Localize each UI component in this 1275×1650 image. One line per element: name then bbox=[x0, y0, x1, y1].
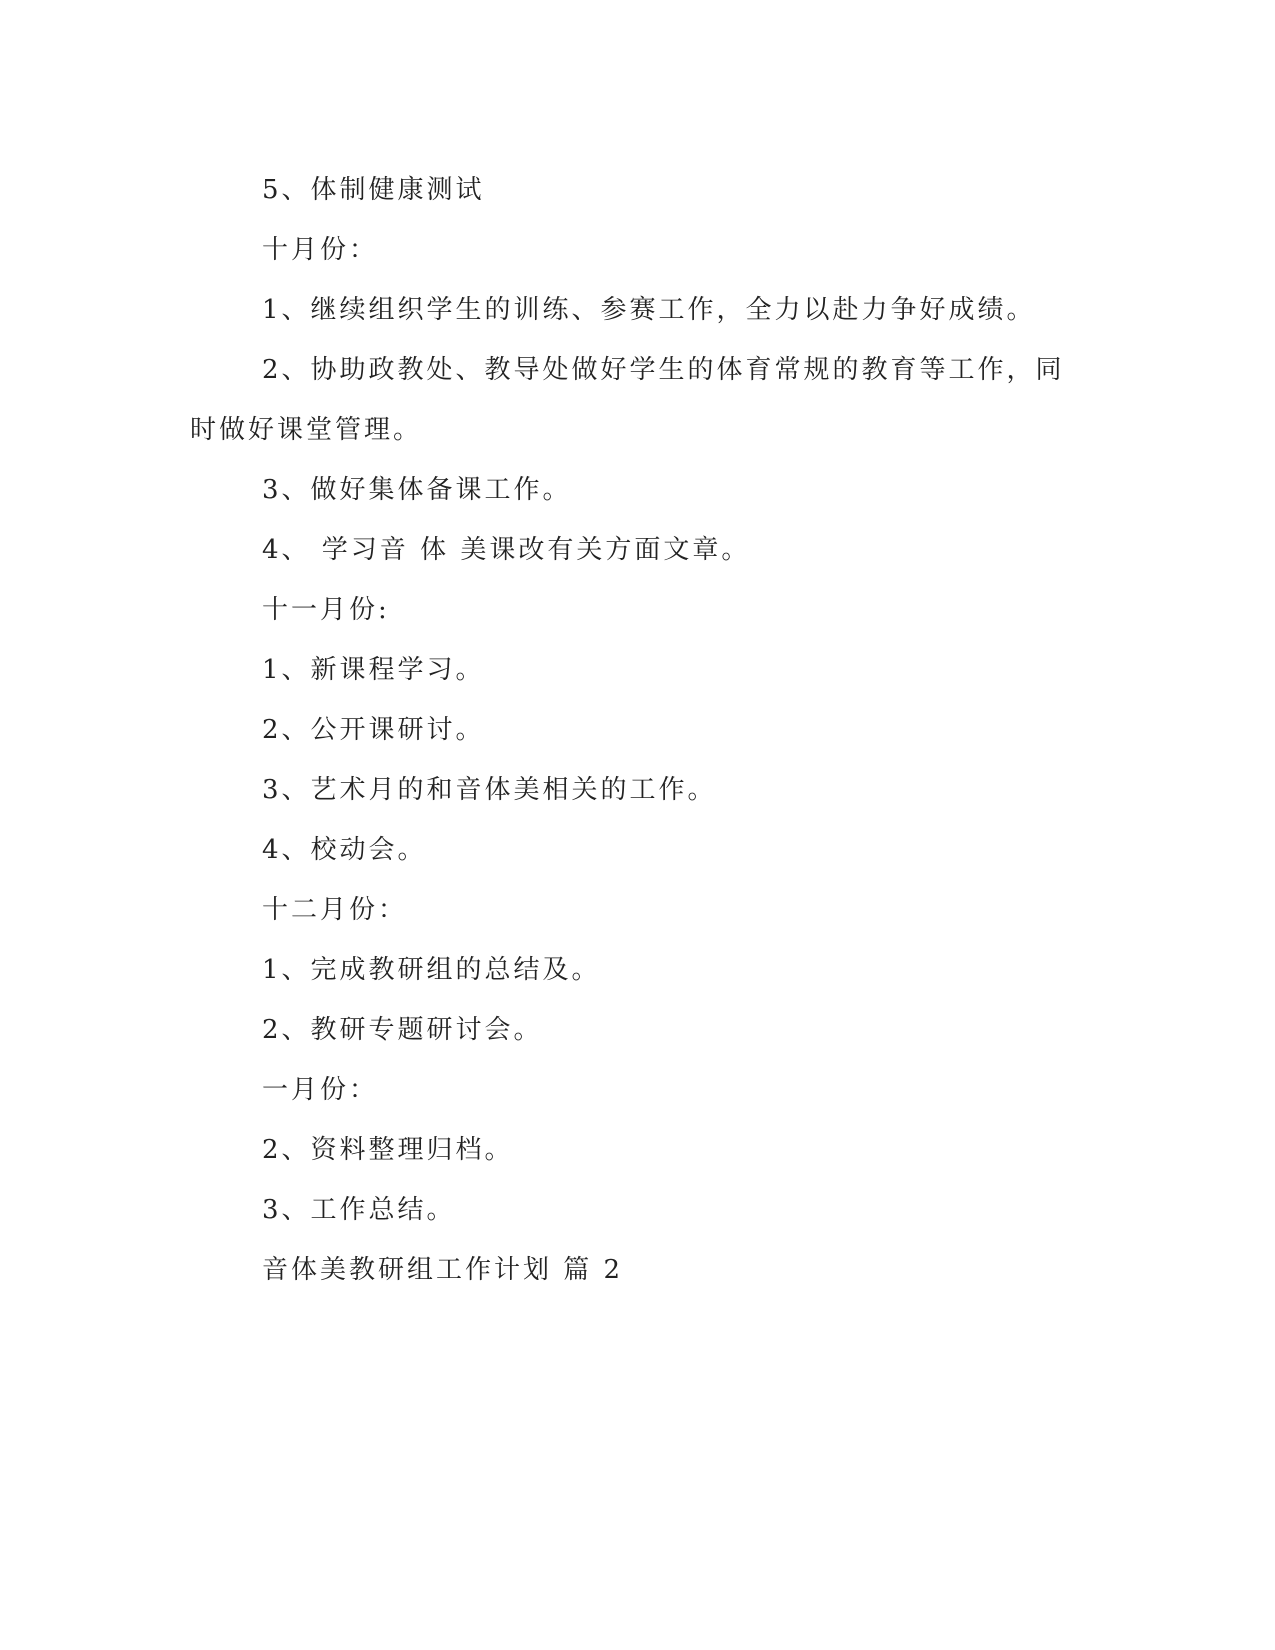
paragraph-november-item-3: 3、艺术月的和音体美相关的工作。 bbox=[262, 775, 717, 805]
paragraph-december-item-2: 2、教研专题研讨会。 bbox=[262, 1015, 543, 1045]
paragraph-january-item-3: 3、工作总结。 bbox=[262, 1195, 456, 1225]
paragraph-october-item-4: 4、 学习音 体 美课改有关方面文章。 bbox=[262, 535, 751, 565]
paragraph-october-item-2: 2、协助政教处、教导处做好学生的体育常规的教育等工作，同 bbox=[262, 355, 1065, 385]
paragraph-december-item-1: 1、完成教研组的总结及。 bbox=[262, 955, 601, 985]
section-heading-december: 十二月份： bbox=[262, 895, 408, 925]
paragraph-october-item-2-continued: 时做好课堂管理。 bbox=[190, 415, 423, 445]
paragraph-november-item-4: 4、校动会。 bbox=[262, 835, 427, 865]
section-title-part-2: 音体美教研组工作计划 篇 2 bbox=[262, 1255, 624, 1285]
paragraph-november-item-1: 1、新课程学习。 bbox=[262, 655, 485, 685]
section-heading-january: 一月份： bbox=[262, 1075, 379, 1105]
paragraph-item-5-health-test: 5、体制健康测试 bbox=[262, 175, 485, 205]
paragraph-january-item-2: 2、资料整理归档。 bbox=[262, 1135, 514, 1165]
section-heading-october: 十月份： bbox=[262, 235, 379, 265]
section-heading-november: 十一月份: bbox=[262, 595, 390, 625]
paragraph-october-item-3: 3、做好集体备课工作。 bbox=[262, 475, 572, 505]
paragraph-october-item-1: 1、继续组织学生的训练、参赛工作，全力以赴力争好成绩。 bbox=[262, 295, 1036, 325]
paragraph-november-item-2: 2、公开课研讨。 bbox=[262, 715, 485, 745]
